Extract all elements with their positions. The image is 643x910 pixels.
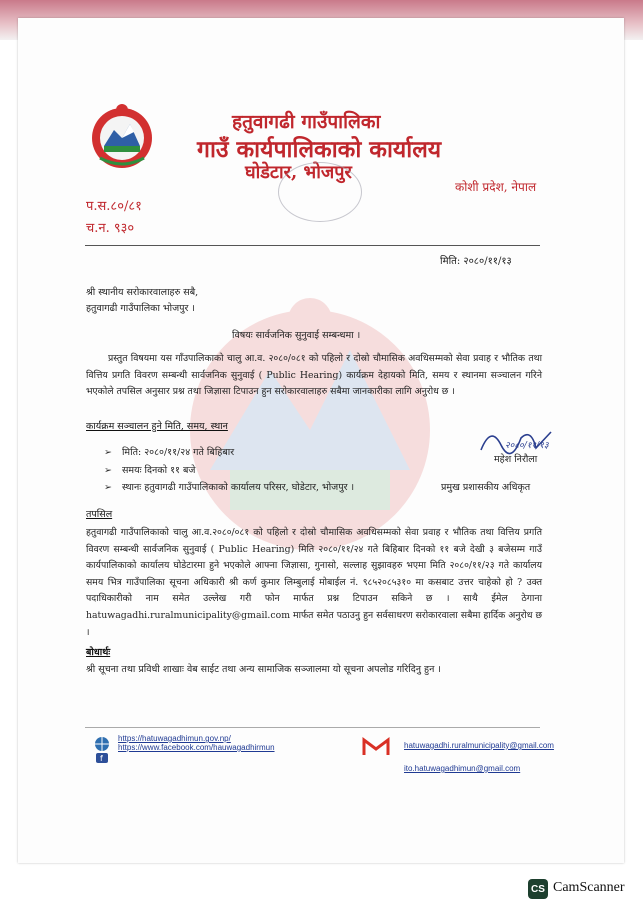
- letter-date: मिति: २०८०/११/१३: [440, 256, 512, 267]
- body-paragraph: प्रस्तुत विषयमा यस गाँउपालिकाको चालु आ.व. २०८०/०८१ को पहिलो र दोस्रो चौमासिक अवधिसम्मको सेवा प्रवाह र भौतिक तथा वित्तिय प्रगति विवरण सम्बन्धी सार्वजनिक सुनुवाई ( Public Hearing) कार्यक्रम देहायको मिति, समय र स्थानमा सञ्चालन गरिने भएकोले तपसिल अनुसार प्रश्न तथा जिज्ञासा टिपाउन हुन सरोकारवालाहरु सबैमा जानकारीका लागि अनुरोध छ ।: [86, 353, 542, 398]
- reference-number: प.स.८०/८१: [86, 199, 142, 214]
- email-link-secondary[interactable]: ito.hatuwagadhimun@gmail.com: [404, 764, 521, 773]
- program-item-venue: ➢ स्थानः हतुवागढी गाउँपालिकाको कार्यालय परिसर, घोडेटार, भोजपुर ।: [104, 479, 354, 497]
- signatory-name: महेश निरौला: [494, 454, 538, 465]
- camscanner-label: CamScanner: [553, 880, 625, 895]
- office-stamp: [278, 162, 362, 222]
- header-location: घोडेटार, भोजपुर: [245, 162, 352, 183]
- header-divider: [85, 245, 540, 246]
- header-municipality-name: हतुवागढी गाउँपालिका: [232, 111, 381, 133]
- signatory-title: प्रमुख प्रशासकीय अधिकृत: [441, 482, 531, 493]
- website-link[interactable]: https://hatuwagadhimun.gov.np/: [118, 734, 231, 743]
- header-province: कोशी प्रदेश, नेपाल: [455, 180, 537, 194]
- signature-date: २०८०/११/१३: [505, 441, 549, 451]
- program-item-date: ➢ मिति: २०८०/११/२४ गते बिहिबार: [104, 444, 354, 462]
- gmail-icon: [362, 737, 390, 757]
- globe-facebook-icon: [92, 736, 112, 764]
- program-list: [104, 444, 354, 497]
- bodharth-heading: बोधार्थः: [86, 647, 111, 658]
- footer-divider: [85, 727, 540, 728]
- camscanner-logo-icon: CS: [528, 879, 548, 899]
- program-heading: कार्यक्रम सञ्चालन हुने मिति, समय, स्थान: [86, 421, 228, 432]
- bodharth-text: श्री सूचना तथा प्रविधी शाखाः वेब साईट तथा अन्य सामाजिक सञ्जालमा यो सूचना अपलोड गरिदिनु हुन ।: [86, 664, 441, 675]
- municipality-emblem-icon: [86, 100, 158, 172]
- subject-line: विषयः सार्वजनिक सुनुवाई सम्बन्धमा ।: [232, 330, 361, 341]
- dispatch-number: च.न. ९३०: [86, 221, 135, 236]
- addressee-line1: श्री स्थानीय सरोकारवालाहरु सबै,: [86, 287, 199, 298]
- email-link-primary[interactable]: hatuwagadhi.ruralmunicipality@gmail.com: [404, 741, 554, 750]
- tapasil-paragraph: हतुवागढी गाउँपालिकाको चालु आ.व.२०८०/०८१ को पहिलो र दोस्रो चौमासिक अवधिसम्मको सेवा प्रवाह र भौतिक तथा वित्तिय प्रगति विवरण सम्बन्धी सार्वजनिक सुनुवाई ( Public Hearing) मिति २०८०/११/२४ गते बिहिबार दिनको ११ बजे देखी ३ बजेसम्म गाउँ कार्यपालिकाको कार्यालय घोडेटारमा हुने भएकोले आफ्ना जिज्ञासा, गुनासो, सल्लाह सुझावहरु भएमा मिति २०८०/११/२३ गते कार्यालय समय भित्र गाउँपालिका सूचना अधिकारी श्री कर्ण कुमार लिम्बुलाई मोबाईल नं. ९८५२०८५३१० मा कसबाट उत्तर चाहेको हो ? उक्त पदाधिकारीको नाम समेत उल्लेख गरी फोन मार्फत प्रश्न टिपाउन सकिने छ । साथै ईमेल ठेगाना hatuwagadhi.ruralmunicipality@gmail.com मार्फत समेत पठाउनु हुन सर्वसाधरण सरोकारवाला सबैमा हार्दिक अनुरोध छ ।: [86, 527, 542, 638]
- facebook-link[interactable]: https://www.facebook.com/hauwagadhirmun: [118, 743, 275, 752]
- program-item-time: ➢ समयः दिनको ११ बजे: [104, 462, 354, 480]
- svg-text:f: f: [100, 754, 103, 763]
- addressee-line2: हतुवागढी गाउँपालिका भोजपुर ।: [86, 303, 196, 314]
- tapasil-heading: तपसिल: [86, 509, 113, 520]
- header-office-name: गाउँ कार्यपालिकाको कार्यालय: [197, 136, 442, 163]
